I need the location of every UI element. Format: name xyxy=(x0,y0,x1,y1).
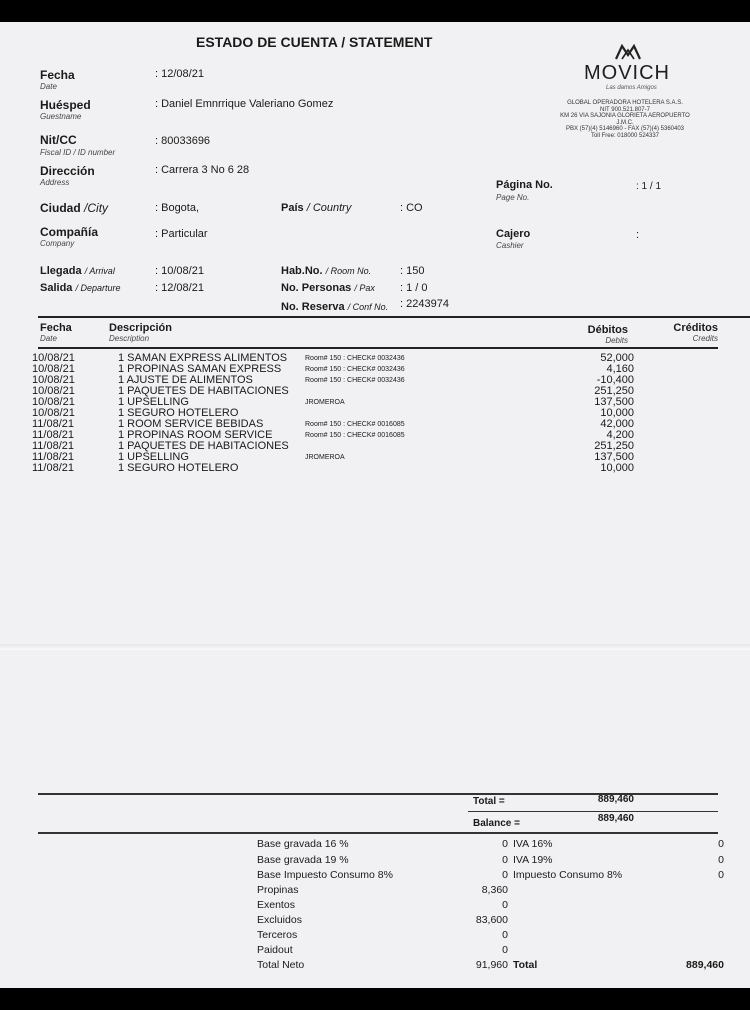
company-line: J.M.C. xyxy=(616,119,634,126)
fecha-label: Fecha xyxy=(40,68,75,82)
row-date: 10/08/21 xyxy=(32,396,75,408)
col-descripcion-label: Descripción xyxy=(109,322,172,334)
summary-value-secondary: 0 xyxy=(718,838,724,850)
totals-bottom-rule xyxy=(38,832,718,834)
row-description: 1 SAMAN EXPRESS ALIMENTOS xyxy=(118,352,288,364)
pagina-value: : 1 / 1 xyxy=(636,181,662,192)
row-description: 1 PROPINAS SAMAN EXPRESS xyxy=(118,363,282,375)
summary-label: Total Neto xyxy=(257,959,305,971)
col-fecha-label: Fecha xyxy=(40,322,72,334)
total-label: Total = xyxy=(473,796,505,807)
balance-label: Balance = xyxy=(473,818,520,829)
header-bottom-rule xyxy=(38,347,718,349)
col-creditos-sublabel: Credits xyxy=(692,334,718,343)
llegada-label: Llegada / Arrival xyxy=(40,265,115,277)
summary-label: Exentos xyxy=(257,899,295,911)
company-line: NIT 900.521.807-7 xyxy=(600,106,650,113)
company-line: KM 26 VIA SAJONIA GLORIETA AEROPUERTO xyxy=(560,113,690,119)
company-line: GLOBAL OPERADORA HOTELERA S.A.S. xyxy=(567,100,683,106)
col-creditos-label: Créditos xyxy=(673,322,718,334)
row-description: 1 ROOM SERVICE BEBIDAS xyxy=(118,418,264,430)
row-date: 10/08/21 xyxy=(32,385,75,397)
company-line: Toll Free: 018000 524337 xyxy=(590,132,660,139)
row-date: 11/08/21 xyxy=(32,451,75,463)
huesped-label: Huésped xyxy=(40,98,91,112)
summary-value: 0 xyxy=(502,854,508,866)
direccion-sublabel: Address xyxy=(40,178,70,187)
row-debit: 10,000 xyxy=(600,407,634,419)
cajero-label: Cajero xyxy=(496,228,531,240)
row-description: 1 AJUSTE DE ALIMENTOS xyxy=(118,374,253,386)
direccion-value: : Carrera 3 No 6 28 xyxy=(155,164,250,176)
summary-label-secondary: Impuesto Consumo 8% xyxy=(513,869,623,881)
reserva-value: : 2243974 xyxy=(400,298,449,310)
ciudad-label: Ciudad /City xyxy=(40,201,109,215)
summary-total-value: 889,460 xyxy=(686,959,724,971)
row-date: 10/08/21 xyxy=(32,363,75,375)
row-reference: Room# 150 : CHECK# 0016085 xyxy=(305,432,405,439)
row-debit: 4,160 xyxy=(606,363,634,375)
row-description: 1 UPSELLING xyxy=(118,451,189,463)
nit-label: Nit/CC xyxy=(40,133,77,147)
total-underline xyxy=(468,811,718,812)
summary-label: Paidout xyxy=(257,944,293,956)
col-debitos-sublabel: Debits xyxy=(605,336,628,345)
summary-label: Base Impuesto Consumo 8% xyxy=(257,869,393,881)
summary-label-secondary: IVA 19% xyxy=(513,854,553,866)
pagina-label: Página No. xyxy=(496,179,553,191)
direccion-label: Dirección xyxy=(40,164,95,178)
col-debitos-label: Débitos xyxy=(587,324,628,336)
row-reference: JROMEROA xyxy=(305,454,345,461)
row-description: 1 PAQUETES DE HABITACIONES xyxy=(118,440,289,452)
row-reference: Room# 150 : CHECK# 0032436 xyxy=(305,355,405,362)
row-date: 11/08/21 xyxy=(32,462,75,474)
row-debit: 4,200 xyxy=(606,429,634,441)
row-date: 11/08/21 xyxy=(32,440,75,452)
summary-value: 91,960 xyxy=(475,959,508,971)
row-description: 1 PROPINAS ROOM SERVICE xyxy=(118,429,273,441)
nit-value: : 80033696 xyxy=(155,135,211,147)
huesped-value: : Daniel Emnrrique Valeriano Gomez xyxy=(155,98,334,110)
statement-paper xyxy=(0,22,750,988)
row-reference: Room# 150 : CHECK# 0032436 xyxy=(305,377,405,384)
hab-value: : 150 xyxy=(400,265,425,277)
summary-label: Base gravada 16 % xyxy=(257,838,349,850)
summary-label-secondary: IVA 16% xyxy=(513,838,553,850)
row-date: 11/08/21 xyxy=(32,429,75,441)
row-debit: 10,000 xyxy=(600,462,634,474)
summary-label: Propinas xyxy=(257,884,299,896)
row-debit: 251,250 xyxy=(594,440,634,452)
total-value: 889,460 xyxy=(597,794,634,805)
row-date: 10/08/21 xyxy=(32,407,75,419)
summary-label: Base gravada 19 % xyxy=(257,854,349,866)
summary-total-label: Total xyxy=(513,959,538,971)
header-top-rule xyxy=(38,316,750,318)
cajero-value: : xyxy=(636,229,640,241)
row-date: 10/08/21 xyxy=(32,352,75,364)
pais-value: : CO xyxy=(400,202,423,214)
row-reference: Room# 150 : CHECK# 0016085 xyxy=(305,421,405,428)
summary-value: 0 xyxy=(502,899,508,911)
row-description: 1 UPSELLING xyxy=(118,396,189,408)
summary-label: Excluidos xyxy=(257,914,302,926)
row-debit: 137,500 xyxy=(594,451,634,463)
fecha-sublabel: Date xyxy=(40,82,57,91)
row-reference: JROMEROA xyxy=(305,399,345,406)
row-date: 10/08/21 xyxy=(32,374,75,386)
compania-value: : Particular xyxy=(155,228,208,240)
huesped-sublabel: Guestname xyxy=(40,112,82,121)
col-descripcion-sublabel: Description xyxy=(109,334,150,343)
salida-value: : 12/08/21 xyxy=(155,282,204,294)
row-debit: 137,500 xyxy=(594,396,634,408)
row-debit: 251,250 xyxy=(594,385,634,397)
summary-value-secondary: 0 xyxy=(718,854,724,866)
row-description: 1 PAQUETES DE HABITACIONES xyxy=(118,385,289,397)
movich-logo-icon xyxy=(614,44,642,60)
balance-value: 889,460 xyxy=(597,813,634,824)
fecha-value: : 12/08/21 xyxy=(155,68,204,80)
ciudad-value: : Bogota, xyxy=(155,202,200,214)
llegada-value: : 10/08/21 xyxy=(155,265,204,277)
hotel-tagline: Las damos Amigos xyxy=(606,85,657,91)
summary-label: Terceros xyxy=(257,929,298,941)
row-description: 1 SEGURO HOTELERO xyxy=(118,462,239,474)
col-fecha-sublabel: Date xyxy=(40,334,57,343)
summary-value-secondary: 0 xyxy=(718,869,724,881)
row-reference: Room# 150 : CHECK# 0032436 xyxy=(305,366,405,373)
row-debit: -10,400 xyxy=(596,374,634,386)
nit-sublabel: Fiscal ID / ID number xyxy=(40,148,116,157)
row-debit: 42,000 xyxy=(600,418,634,430)
personas-label: No. Personas / Pax xyxy=(281,282,375,294)
personas-value: : 1 / 0 xyxy=(400,282,428,294)
cajero-sublabel: Cashier xyxy=(496,241,524,250)
summary-value: 0 xyxy=(502,838,508,850)
summary-value: 8,360 xyxy=(481,884,508,896)
row-description: 1 SEGURO HOTELERO xyxy=(118,407,239,419)
summary-value: 0 xyxy=(502,944,508,956)
summary-value: 0 xyxy=(502,869,508,881)
pais-label: País / Country xyxy=(281,202,352,214)
paper-fold xyxy=(0,644,750,650)
pagina-sublabel: Page No. xyxy=(496,193,530,202)
row-date: 11/08/21 xyxy=(32,418,75,430)
summary-value: 0 xyxy=(502,929,508,941)
reserva-label: No. Reserva / Conf No. xyxy=(281,301,389,313)
document-title: ESTADO DE CUENTA / STATEMENT xyxy=(196,34,433,50)
row-debit: 52,000 xyxy=(600,352,634,364)
compania-label: Compañía xyxy=(40,225,99,239)
salida-label: Salida / Departure xyxy=(40,282,121,294)
company-line: PBX (57)(4) 5146960 - FAX (57)(4) 5360403 xyxy=(565,126,685,132)
summary-value: 83,600 xyxy=(475,914,508,926)
compania-sublabel: Company xyxy=(40,239,75,248)
hotel-logo-text: MOVICH xyxy=(584,62,670,84)
hab-label: Hab.No. / Room No. xyxy=(281,265,372,277)
company-info xyxy=(520,100,730,139)
